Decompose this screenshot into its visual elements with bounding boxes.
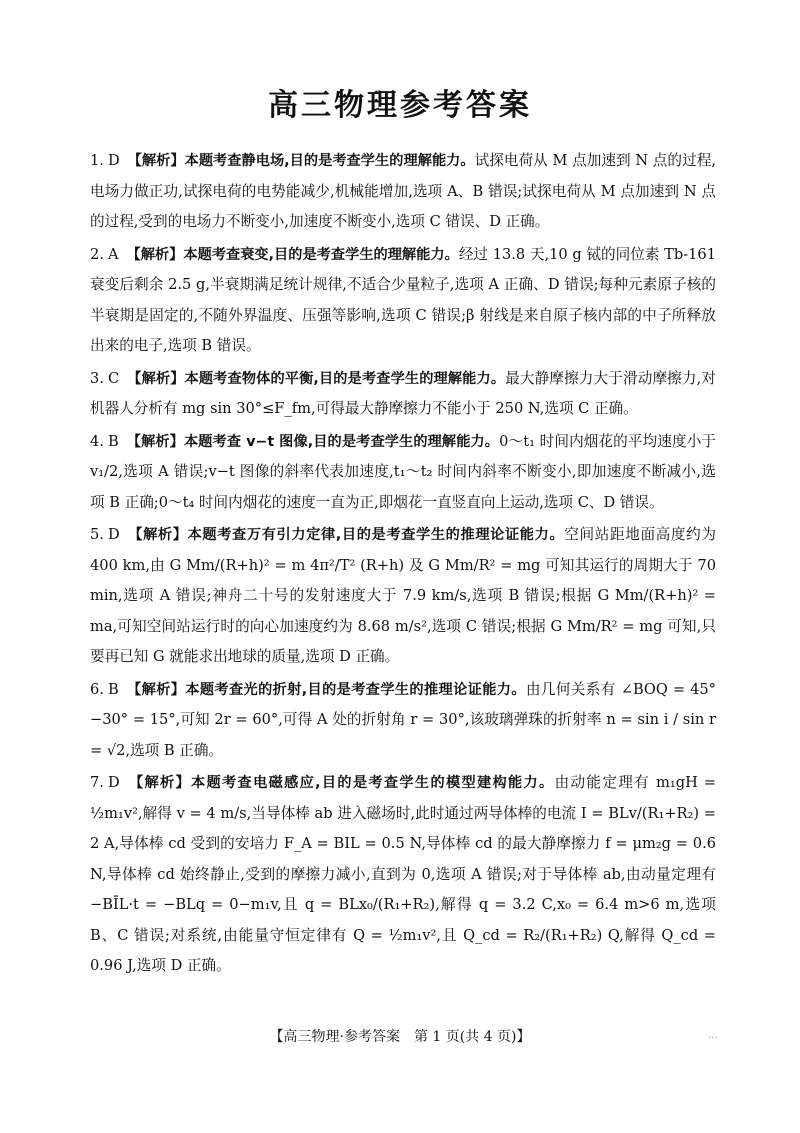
answer-choice: C	[107, 369, 120, 387]
question-number: 1.	[90, 152, 104, 169]
page-footer: 【高三物理·参考答案 第 1 页(共 4 页)】	[269, 1029, 531, 1045]
analysis-text: 试探电荷从 M 点加速到 N 点的过程,电场力做正功,试探电荷的电势能减少,机械能增加,选项 A、B 错误;试探电荷从 M 点加速到 N 点的过程,受到的电场力不断变小,加速度不断变小,选项 C 错误、D 正确。	[90, 152, 716, 230]
answer-choice: D	[107, 526, 120, 543]
analysis-heading: 【解析】本题考查静电场,目的是考查学生的理解能力。	[127, 153, 475, 169]
answer-item	[90, 520, 716, 673]
answer-item	[90, 364, 716, 425]
answer-choice: A	[107, 245, 119, 263]
answer-item	[90, 240, 716, 362]
analysis-heading: 【解析】本题考查电磁感应,目的是考查学生的模型建构能力。	[127, 775, 555, 791]
answer-item	[90, 427, 716, 519]
answer-choice: B	[107, 432, 119, 450]
analysis-text: 由动能定理有 m₁gH = ½m₁v²,解得 v = 4 m/s,当导体棒 ab 进入磁场时,此时通过两导体棒的电流 I = BLv/(R₁+R₂) = 2 A,导体棒 cd 受到的安培力 F_A = BIL = 0.5 N,导体棒 cd 的最大静摩擦力 f = μm₂g = 0.6 N,导体棒 cd 始终静止,受到的摩擦力减小,直到为 0,选项 A 错误;对于导体棒 ab,由动量定理有 −BĪL·t = −BLq = 0−m₁v,且 q = BLx₀/(R₁+R₂),解得 q = 3.2 C,x₀ = 6.4 m>6 m,选项 B、C 错误;对系统,由能量守恒定律有 Q = ½m₁v²,且 Q_cd = R₂/(R₁+R₂) Q,解得 Q_cd = 0.96 J,选项 D 正确。	[90, 774, 716, 974]
analysis-heading: 【解析】本题考查光的折射,目的是考查学生的推理论证能力。	[126, 681, 526, 698]
answer-choice: B	[107, 680, 119, 698]
answer-item	[90, 768, 716, 982]
analysis-text: 最大静摩擦力大于滑动摩擦力,对机器人分析有 mg sin 30°≤F_fm,可得最大静摩擦力不能小于 250 N,选项 C 正确。	[90, 369, 716, 417]
question-number: 6.	[90, 680, 104, 698]
question-number: 4.	[90, 432, 104, 450]
analysis-heading: 【解析】本题考查 v−t 图像,目的是考查学生的理解能力。	[126, 433, 500, 450]
analysis-text: 由几何关系有 ∠BOQ = 45°−30° = 15°,可知 2r = 60°,可得 A 处的折射角 r = 30°,该玻璃弹珠的折射率 n = sin i / sin r = √2,选项 B 正确。	[90, 680, 716, 759]
analysis-text: 经过 13.8 天,10 g 铽的同位素 Tb-161 衰变后剩余 2.5 g,半衰期满足统计规律,不适合少量粒子,选项 A 正确、D 错误;每种元素原子核的半衰期是固定的,不随外界温度、压强等影响,选项 C 错误;β 射线是来自原子核内部的中子所释放出来的电子,选项 B 错误。	[90, 245, 716, 354]
analysis-heading: 【解析】本题考查物体的平衡,目的是考查学生的理解能力。	[127, 370, 506, 387]
analysis-text: 0～t₁ 时间内烟花的平均速度小于 v₁/2,选项 A 错误;v−t 图像的斜率代表加速度,t₁～t₂ 时间内斜率不断变小,即加速度不断减小,选项 B 正确;0～t₄ 时间内烟花的速度一直为正,即烟花一直竖直向上运动,选项 C、D 错误。	[90, 432, 716, 511]
answer-item	[90, 146, 716, 238]
answer-choice: D	[107, 152, 120, 169]
question-number: 3.	[90, 369, 104, 387]
answer-item	[90, 675, 716, 767]
question-number: 7.	[90, 774, 104, 791]
analysis-heading: 【解析】本题考查衰变,目的是考查学生的理解能力。	[126, 246, 459, 263]
analysis-heading: 【解析】本题考查万有引力定律,目的是考查学生的推理论证能力。	[127, 527, 565, 543]
corner-mark: ...	[708, 1030, 718, 1041]
analysis-text: 空间站距地面高度约为 400 km,由 G Mm/(R+h)² = m 4π²/T² (R+h) 及 G Mm/R² = mg 可知其运行的周期大于 70 min,选项 A 错误;神舟二十号的发射速度大于 7.9 km/s,选项 B 错误;根据 G Mm/(R+h)² = ma,可知空间站运行时的向心加速度约为 8.68 m/s²,选项 C 错误;根据 G Mm/R² = mg 可知,只要再已知 G 就能求出地球的质量,选项 D 正确。	[90, 526, 716, 665]
question-number: 5.	[90, 526, 104, 543]
question-number: 2.	[90, 245, 104, 263]
answer-choice: D	[107, 774, 120, 791]
answer-list	[90, 146, 716, 984]
page-title: 高三物理参考答案	[268, 88, 532, 123]
